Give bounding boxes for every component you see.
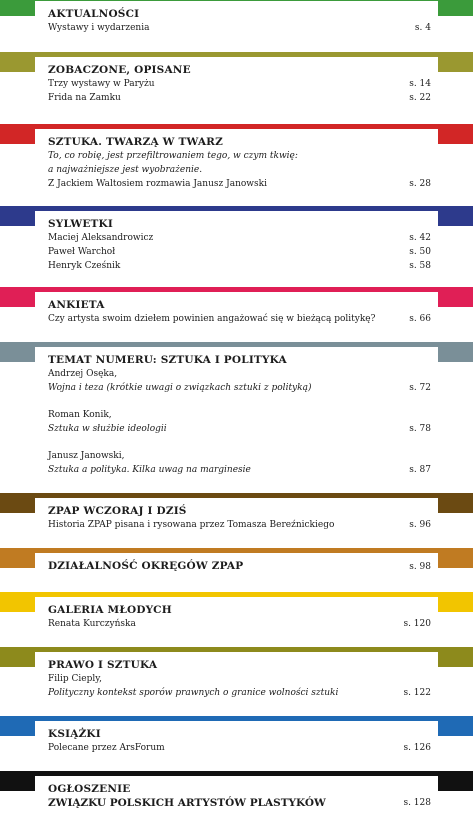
page-number: s. 50 [409, 247, 431, 257]
toc-entry [48, 91, 431, 105]
section-content [48, 64, 431, 105]
page-number: s. 14 [409, 79, 431, 89]
toc-entry [48, 149, 431, 163]
page-number: s. 22 [409, 93, 431, 103]
section-content [48, 728, 431, 755]
toc-entry [48, 408, 431, 422]
section-title: ANKIETA [48, 299, 105, 311]
toc-entry [48, 796, 431, 810]
entry-text: ZWIĄZKU POLSKICH ARTYSTÓW PLASTYKÓW [48, 797, 326, 809]
toc-entry [48, 422, 431, 436]
toc-entry [48, 741, 431, 755]
section-title: GALERIA MŁODYCH [48, 604, 172, 616]
entry-text: Frida na Zamku [48, 93, 121, 103]
toc-entry [48, 312, 431, 326]
toc-entry [48, 231, 431, 245]
section-title: SZTUKA. TWARZĄ W TWARZ [48, 136, 223, 148]
section-content [48, 218, 431, 273]
toc-entry [48, 77, 431, 91]
section-content [48, 136, 431, 191]
entry-text: Roman Konik, [48, 410, 112, 420]
page-number: s. 42 [409, 233, 431, 243]
page-number: s. 58 [409, 261, 431, 271]
section-title: ZPAP WCZORAJ I DZIŚ [48, 505, 187, 517]
page-number: s. 28 [409, 179, 431, 189]
page-number: s. 78 [409, 424, 431, 434]
entry-text: To, co robię, jest przefiltrowaniem tego, w czym tkwię: [48, 151, 298, 161]
page-number: s. 128 [403, 798, 431, 808]
section-content [48, 8, 431, 35]
section-title: AKTUALNOŚCI [48, 8, 140, 20]
toc-entry [48, 259, 431, 273]
page-number: s. 4 [414, 23, 431, 33]
section-title: SYLWETKI [48, 218, 113, 230]
entry-text: Sztuka a polityka. Kilka uwag na marginesie [48, 465, 251, 475]
toc-entry [48, 177, 431, 191]
section-title: PRAWO I SZTUKA [48, 659, 158, 671]
spacer [48, 395, 431, 408]
entry-text: Wystawy i wydarzenia [48, 23, 150, 33]
spacer [48, 436, 431, 449]
toc-entry [48, 518, 431, 532]
entry-text: Henryk Cześnik [48, 261, 121, 271]
page-number: s. 120 [403, 619, 431, 629]
entry-text: Czy artysta swoim dziełem powinien angażować się w bieżącą politykę? [48, 314, 376, 324]
toc-entry [48, 381, 431, 395]
toc-entry [48, 617, 431, 631]
toc-entry [48, 21, 431, 35]
entry-text: Andrzej Osęka, [48, 369, 118, 379]
section-title: OGŁOSZENIE [48, 783, 131, 795]
section-title: KSIĄŻKI [48, 728, 101, 740]
toc-entry [48, 463, 431, 477]
page-number: s. 96 [409, 520, 431, 530]
entry-text: Trzy wystawy w Paryżu [48, 79, 155, 89]
page-number: s. 66 [409, 314, 431, 324]
entry-text: Renata Kurczyńska [48, 619, 136, 629]
page-number: s. 98 [409, 562, 431, 572]
page-number: s. 126 [403, 743, 431, 753]
toc-entry [48, 367, 431, 381]
entry-text: Wojna i teza (krótkie uwagi o związkach sztuki z polityką) [48, 383, 312, 393]
section-content [48, 354, 431, 477]
toc-entry [48, 163, 431, 177]
section-content [48, 299, 431, 326]
page-number: s. 122 [403, 688, 431, 698]
section-content [48, 783, 431, 810]
section-content [48, 560, 431, 573]
page-number: s. 87 [409, 465, 431, 475]
entry-text: Maciej Aleksandrowicz [48, 233, 154, 243]
section-title: TEMAT NUMERU: SZTUKA I POLITYKA [48, 354, 287, 366]
entry-text: Filip Cieply, [48, 674, 102, 684]
entry-text: Z Jackiem Waltosiem rozmawia Janusz Janowski [48, 179, 267, 189]
toc-entry [48, 686, 431, 700]
page-number: s. 72 [409, 383, 431, 393]
section-content [48, 659, 431, 700]
entry-text: Sztuka w służbie ideologii [48, 424, 167, 434]
entry-text: Janusz Janowski, [48, 451, 125, 461]
entry-text: Polecane przez ArsForum [48, 743, 165, 753]
toc-entry [48, 672, 431, 686]
entry-text: Historia ZPAP pisana i rysowana przez Tomasza Bereźnickiego [48, 520, 335, 530]
section-content [48, 604, 431, 631]
toc-entry [48, 245, 431, 259]
section-title: DZIAŁALNOŚĆ OKRĘGÓW ZPAP [48, 560, 244, 572]
section-content [48, 505, 431, 532]
entry-text: Polityczny kontekst sporów prawnych o granice wolności sztuki [48, 688, 339, 698]
section-title: ZOBACZONE, OPISANE [48, 64, 191, 76]
toc-entry [48, 449, 431, 463]
entry-text: Paweł Warchoł [48, 247, 116, 257]
entry-text: a najważniejsze jest wyobrażenie. [48, 165, 203, 175]
